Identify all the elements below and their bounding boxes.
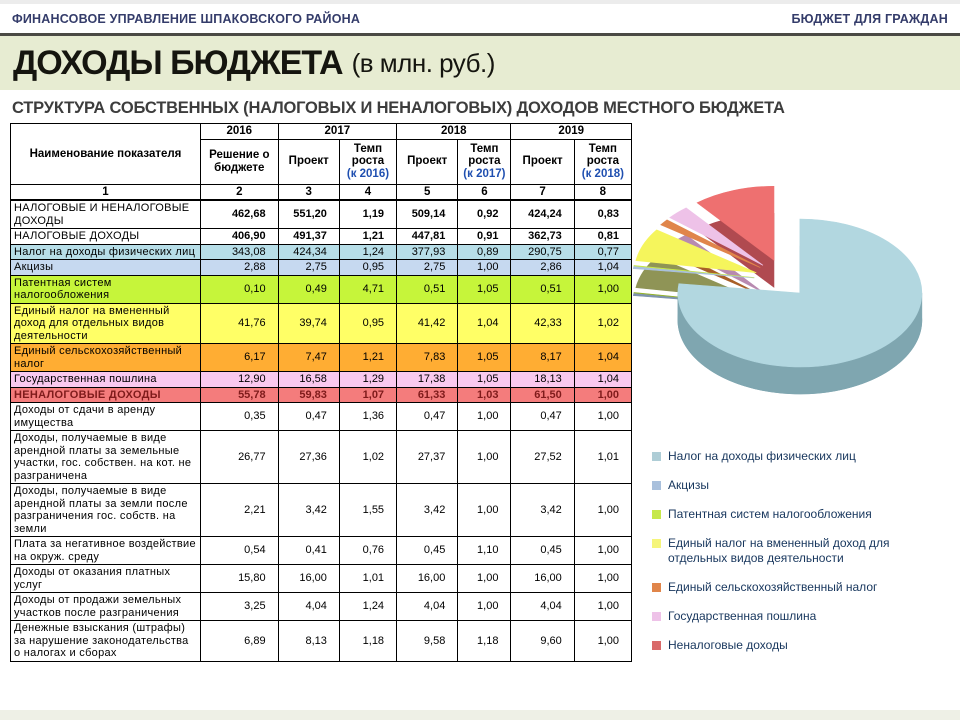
value-cell: 0,92 xyxy=(458,200,511,229)
value-cell: 18,13 xyxy=(511,372,574,388)
table-row xyxy=(11,537,632,565)
value-cell: 1,18 xyxy=(458,621,511,662)
row-label: Доходы от продажи земельных участков после разграничения xyxy=(11,593,201,621)
legend-swatch-icon xyxy=(652,641,661,650)
value-cell: 3,42 xyxy=(397,484,458,537)
value-cell: 15,80 xyxy=(200,565,278,593)
value-cell: 6,17 xyxy=(200,344,278,372)
subcol-header: Решение о бюджете xyxy=(200,139,278,184)
value-cell: 3,42 xyxy=(278,484,339,537)
value-cell: 0,76 xyxy=(339,537,396,565)
legend-swatch-icon xyxy=(652,452,661,461)
legend-swatch-icon xyxy=(652,481,661,490)
value-cell: 0,54 xyxy=(200,537,278,565)
value-cell: 1,04 xyxy=(458,303,511,344)
value-cell: 1,00 xyxy=(458,565,511,593)
legend-item xyxy=(652,638,942,653)
value-cell: 0,51 xyxy=(511,275,574,303)
budget-table xyxy=(10,123,632,662)
value-cell: 1,07 xyxy=(339,387,396,403)
legend-label: Единый сельскохозяйственный налог xyxy=(668,580,878,594)
value-cell: 1,04 xyxy=(574,344,631,372)
value-cell: 1,00 xyxy=(574,275,631,303)
value-cell: 39,74 xyxy=(278,303,339,344)
row-label: Патентная систем налогообложения xyxy=(11,275,201,303)
value-cell: 0,41 xyxy=(278,537,339,565)
value-cell: 4,04 xyxy=(397,593,458,621)
row-label: НАЛОГОВЫЕ ДОХОДЫ xyxy=(11,229,201,245)
value-cell: 509,14 xyxy=(397,200,458,229)
row-label: Акцизы xyxy=(11,260,201,276)
value-cell: 1,00 xyxy=(458,260,511,276)
value-cell: 1,00 xyxy=(458,431,511,484)
value-cell: 2,21 xyxy=(200,484,278,537)
legend-item xyxy=(652,580,942,595)
value-cell: 1,01 xyxy=(574,431,631,484)
value-cell: 0,35 xyxy=(200,403,278,431)
value-cell: 1,02 xyxy=(574,303,631,344)
value-cell: 1,00 xyxy=(574,484,631,537)
table-row xyxy=(11,229,632,245)
value-cell: 41,76 xyxy=(200,303,278,344)
table-row xyxy=(11,303,632,344)
value-cell: 0,89 xyxy=(458,244,511,260)
value-cell: 1,00 xyxy=(458,484,511,537)
value-cell: 27,37 xyxy=(397,431,458,484)
value-cell: 290,75 xyxy=(511,244,574,260)
legend-label: Единый налог на вмененный доход для отдельных видов деятельности xyxy=(668,536,890,565)
value-cell: 17,38 xyxy=(397,372,458,388)
subcol-header: Проект xyxy=(511,139,574,184)
value-cell: 1,21 xyxy=(339,344,396,372)
col-index: 3 xyxy=(278,184,339,200)
year-header-2019: 2019 xyxy=(511,124,632,140)
table-row xyxy=(11,200,632,229)
value-cell: 0,10 xyxy=(200,275,278,303)
value-cell: 1,00 xyxy=(574,593,631,621)
value-cell: 61,33 xyxy=(397,387,458,403)
row-label: Доходы от оказания платных услуг xyxy=(11,565,201,593)
row-label: Доходы, получаемые в виде арендной платы за земельные участки, гос. собствен. на кот. не разграничена xyxy=(11,431,201,484)
row-label: НАЛОГОВЫЕ И НЕНАЛОГОВЫЕ ДОХОДЫ xyxy=(11,200,201,229)
value-cell: 0,47 xyxy=(511,403,574,431)
value-cell: 4,04 xyxy=(511,593,574,621)
value-cell: 0,95 xyxy=(339,303,396,344)
legend-item xyxy=(652,507,942,522)
value-cell: 9,58 xyxy=(397,621,458,662)
subcol-header: Проект xyxy=(397,139,458,184)
col-index: 1 xyxy=(11,184,201,200)
row-label: Доходы от сдачи в аренду имущества xyxy=(11,403,201,431)
pie-chart-wrap xyxy=(632,123,960,435)
pie-chart xyxy=(632,123,960,435)
table-row xyxy=(11,344,632,372)
value-cell: 462,68 xyxy=(200,200,278,229)
table-row xyxy=(11,403,632,431)
value-cell: 61,50 xyxy=(511,387,574,403)
value-cell: 2,88 xyxy=(200,260,278,276)
row-label: Налог на доходы физических лиц xyxy=(11,244,201,260)
value-cell: 1,02 xyxy=(339,431,396,484)
section-subtitle: СТРУКТУРА СОБСТВЕННЫХ (НАЛОГОВЫХ И НЕНАЛОГОВЫХ) ДОХОДОВ МЕСТНОГО БЮДЖЕТА xyxy=(12,99,785,117)
col-index: 4 xyxy=(339,184,396,200)
value-cell: 41,42 xyxy=(397,303,458,344)
table-row xyxy=(11,387,632,403)
table-row xyxy=(11,244,632,260)
row-label: Государственная пошлина xyxy=(11,372,201,388)
legend-item xyxy=(652,478,942,493)
value-cell: 8,13 xyxy=(278,621,339,662)
legend-item xyxy=(652,449,942,464)
col-index: 2 xyxy=(200,184,278,200)
page-title-band xyxy=(0,33,960,90)
value-cell: 16,00 xyxy=(511,565,574,593)
value-cell: 3,25 xyxy=(200,593,278,621)
legend-swatch-icon xyxy=(652,510,661,519)
value-cell: 42,33 xyxy=(511,303,574,344)
value-cell: 377,93 xyxy=(397,244,458,260)
footer-strip xyxy=(0,710,960,720)
value-cell: 1,21 xyxy=(339,229,396,245)
value-cell: 2,75 xyxy=(278,260,339,276)
chart-legend xyxy=(652,449,960,653)
value-cell: 0,45 xyxy=(397,537,458,565)
value-cell: 0,47 xyxy=(278,403,339,431)
value-cell: 447,81 xyxy=(397,229,458,245)
value-cell: 1,03 xyxy=(458,387,511,403)
page-title-unit: (в млн. руб.) xyxy=(351,47,495,78)
value-cell: 1,00 xyxy=(574,537,631,565)
table-row xyxy=(11,275,632,303)
value-cell: 0,45 xyxy=(511,537,574,565)
value-cell: 4,71 xyxy=(339,275,396,303)
value-cell: 1,24 xyxy=(339,593,396,621)
legend-label: Патентная систем налогообложения xyxy=(668,507,872,521)
value-cell: 7,83 xyxy=(397,344,458,372)
legend-label: Государственная пошлина xyxy=(668,609,817,623)
year-header-2017: 2017 xyxy=(278,124,396,140)
col-index: 8 xyxy=(574,184,631,200)
value-cell: 0,77 xyxy=(574,244,631,260)
program-title: БЮДЖЕТ ДЛЯ ГРАЖДАН xyxy=(791,11,948,26)
subcol-header: Проект xyxy=(278,139,339,184)
value-cell: 1,04 xyxy=(574,260,631,276)
year-header-2016: 2016 xyxy=(200,124,278,140)
value-cell: 424,24 xyxy=(511,200,574,229)
row-label: Денежные взыскания (штрафы) за нарушение законодательства о налогах и сборах xyxy=(11,621,201,662)
top-header-bar xyxy=(0,0,960,33)
col-index: 7 xyxy=(511,184,574,200)
value-cell: 1,29 xyxy=(339,372,396,388)
value-cell: 0,83 xyxy=(574,200,631,229)
value-cell: 1,00 xyxy=(574,403,631,431)
row-label: Плата за негативное воздействие на окруж. среду xyxy=(11,537,201,565)
value-cell: 59,83 xyxy=(278,387,339,403)
value-cell: 16,00 xyxy=(278,565,339,593)
table-row xyxy=(11,372,632,388)
value-cell: 1,00 xyxy=(458,593,511,621)
value-cell: 491,37 xyxy=(278,229,339,245)
table-row xyxy=(11,260,632,276)
legend-item xyxy=(652,536,942,566)
year-header-2018: 2018 xyxy=(397,124,511,140)
legend-swatch-icon xyxy=(652,612,661,621)
value-cell: 27,36 xyxy=(278,431,339,484)
value-cell: 1,00 xyxy=(458,403,511,431)
value-cell: 551,20 xyxy=(278,200,339,229)
legend-label: Акцизы xyxy=(668,478,709,492)
value-cell: 1,05 xyxy=(458,275,511,303)
value-cell: 1,24 xyxy=(339,244,396,260)
table-row xyxy=(11,621,632,662)
value-cell: 16,58 xyxy=(278,372,339,388)
table-row xyxy=(11,565,632,593)
row-label: Доходы, получаемые в виде арендной платы за земли после разграничения гос. собств. на земли xyxy=(11,484,201,537)
table-row xyxy=(11,431,632,484)
row-label: Единый налог на вмененный доход для отдельных видов деятельности xyxy=(11,303,201,344)
value-cell: 1,01 xyxy=(339,565,396,593)
value-cell: 0,91 xyxy=(458,229,511,245)
value-cell: 6,89 xyxy=(200,621,278,662)
value-cell: 1,36 xyxy=(339,403,396,431)
value-cell: 0,49 xyxy=(278,275,339,303)
col-index: 6 xyxy=(458,184,511,200)
row-label: Единый сельскохозяйственный налог xyxy=(11,344,201,372)
value-cell: 362,73 xyxy=(511,229,574,245)
legend-label: Налог на доходы физических лиц xyxy=(668,449,856,463)
value-cell: 406,90 xyxy=(200,229,278,245)
value-cell: 1,18 xyxy=(339,621,396,662)
main-content xyxy=(10,123,960,662)
value-cell: 8,17 xyxy=(511,344,574,372)
subcol-header: Темп роста (к 2018) xyxy=(574,139,631,184)
legend-swatch-icon xyxy=(652,583,661,592)
value-cell: 0,95 xyxy=(339,260,396,276)
table-row xyxy=(11,484,632,537)
value-cell: 343,08 xyxy=(200,244,278,260)
legend-item xyxy=(652,609,942,624)
value-cell: 1,55 xyxy=(339,484,396,537)
legend-label: Неналоговые доходы xyxy=(668,638,788,652)
value-cell: 2,86 xyxy=(511,260,574,276)
value-cell: 12,90 xyxy=(200,372,278,388)
value-cell: 7,47 xyxy=(278,344,339,372)
table-row xyxy=(11,593,632,621)
value-cell: 16,00 xyxy=(397,565,458,593)
value-cell: 1,19 xyxy=(339,200,396,229)
value-cell: 0,51 xyxy=(397,275,458,303)
legend-swatch-icon xyxy=(652,539,661,548)
budget-table-body xyxy=(11,200,632,661)
value-cell: 1,00 xyxy=(574,387,631,403)
value-cell: 1,00 xyxy=(574,565,631,593)
value-cell: 1,05 xyxy=(458,372,511,388)
subcol-header: Темп роста (к 2017) xyxy=(458,139,511,184)
name-column-header: Наименование показателя xyxy=(11,124,201,185)
value-cell: 424,34 xyxy=(278,244,339,260)
value-cell: 1,10 xyxy=(458,537,511,565)
value-cell: 1,00 xyxy=(574,621,631,662)
value-cell: 1,05 xyxy=(458,344,511,372)
page-title: ДОХОДЫ БЮДЖЕТА xyxy=(13,43,343,82)
chart-area xyxy=(632,123,960,653)
value-cell: 27,52 xyxy=(511,431,574,484)
value-cell: 2,75 xyxy=(397,260,458,276)
value-cell: 3,42 xyxy=(511,484,574,537)
subcol-header: Темп роста (к 2016) xyxy=(339,139,396,184)
value-cell: 26,77 xyxy=(200,431,278,484)
value-cell: 55,78 xyxy=(200,387,278,403)
value-cell: 0,81 xyxy=(574,229,631,245)
org-title: ФИНАНСОВОЕ УПРАВЛЕНИЕ ШПАКОВСКОГО РАЙОНА xyxy=(12,11,361,26)
value-cell: 0,47 xyxy=(397,403,458,431)
value-cell: 1,04 xyxy=(574,372,631,388)
col-index: 5 xyxy=(397,184,458,200)
value-cell: 9,60 xyxy=(511,621,574,662)
value-cell: 4,04 xyxy=(278,593,339,621)
row-label: НЕНАЛОГОВЫЕ ДОХОДЫ xyxy=(11,387,201,403)
